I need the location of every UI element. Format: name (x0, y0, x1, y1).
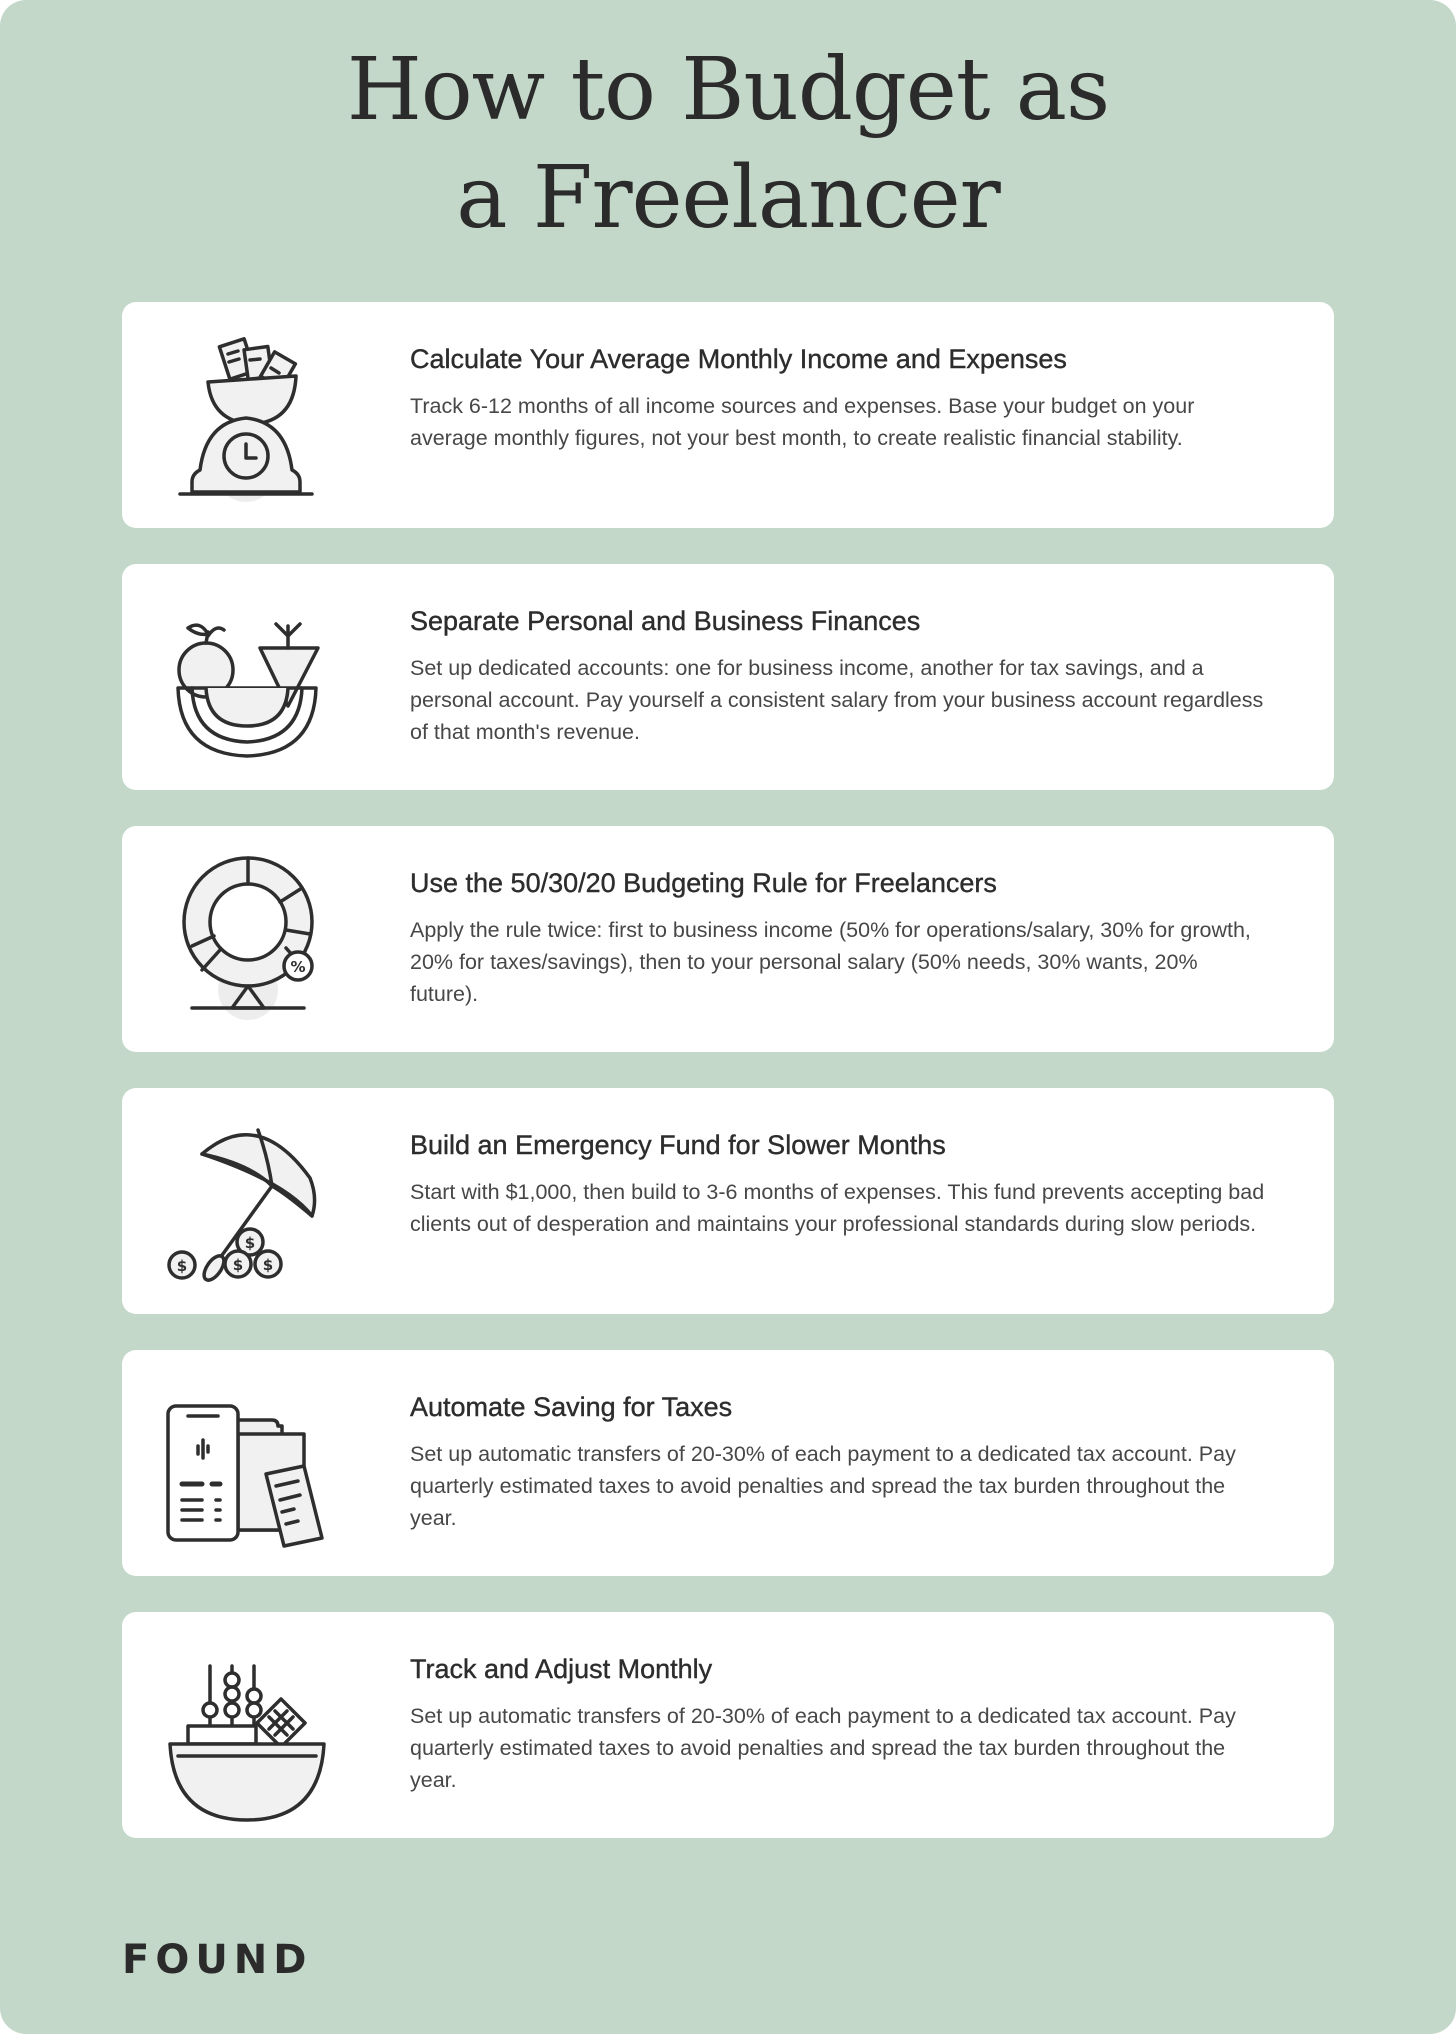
step-body: Apply the rule twice: first to business income (50% for operations/salary, 30% for growth, 20% for taxes/savings), then to your personal salary (50% needs, 30% wants, 20% future). (410, 918, 1251, 1006)
step-card-2 (122, 564, 1334, 790)
page-title-line-1: How to Budget as (346, 40, 1110, 140)
dollar-glyph: $ (262, 1256, 274, 1274)
dollar-glyph: $ (232, 1256, 244, 1274)
step-heading: Automate Saving for Taxes (410, 1392, 733, 1422)
step-heading: Build an Emergency Fund for Slower Months (410, 1130, 946, 1160)
step-heading: Track and Adjust Monthly (410, 1654, 713, 1684)
brand-logo: FOUND (122, 1937, 313, 1983)
percent-glyph: % (290, 958, 306, 976)
page-title (0, 36, 1456, 252)
dollar-glyph: $ (176, 1257, 188, 1275)
donut-chart-percent-icon (162, 846, 332, 1036)
fruit-bowl-icon (162, 584, 332, 774)
step-body: Set up automatic transfers of 20-30% of each payment to a dedicated tax account. Pay quarterly estimated taxes to avoid penalties and spread the tax burden throughout the year. (410, 1704, 1236, 1792)
step-heading: Calculate Your Average Monthly Income and Expenses (410, 344, 1067, 374)
step-heading: Separate Personal and Business Finances (410, 606, 921, 636)
step-card-3 (122, 826, 1334, 1052)
step-card-4 (122, 1088, 1334, 1314)
dollar-glyph: $ (244, 1234, 256, 1252)
step-heading: Use the 50/30/20 Budgeting Rule for Freelancers (410, 868, 997, 898)
step-card-5 (122, 1350, 1334, 1576)
abacus-bowl-icon (162, 1632, 332, 1822)
step-body: Set up dedicated accounts: one for business income, another for tax savings, and a personal account. Pay yourself a consistent salary from your business account regardless of that month's revenue. (410, 656, 1264, 744)
step-card-6 (122, 1612, 1334, 1838)
step-body: Start with $1,000, then build to 3-6 months of expenses. This fund prevents accepting bad clients out of desperation and maintains your professional standards during slow periods. (410, 1180, 1265, 1236)
step-body: Track 6-12 months of all income sources and expenses. Base your budget on your average monthly figures, not your best month, to create realistic financial stability. (410, 394, 1195, 450)
page-title-line-2: a Freelancer (456, 148, 1000, 248)
phone-folder-receipt-icon (162, 1370, 332, 1560)
step-card-1 (122, 302, 1334, 528)
umbrella-coins-icon (162, 1108, 332, 1298)
step-body: Set up automatic transfers of 20-30% of each payment to a dedicated tax account. Pay quarterly estimated taxes to avoid penalties and spread the tax burden throughout the year. (410, 1442, 1236, 1530)
scale-with-bills-icon (162, 322, 332, 512)
